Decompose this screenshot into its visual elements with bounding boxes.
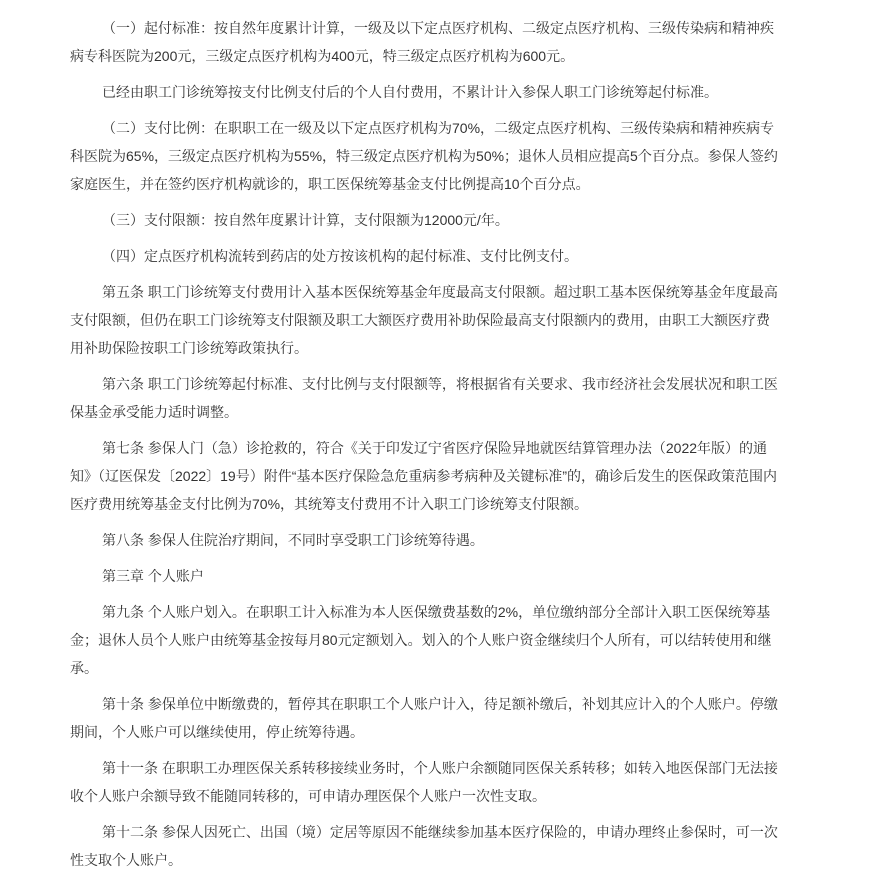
paragraph-item-2-payment-ratio: （二）支付比例：在职职工在一级及以下定点医疗机构为70%，二级定点医疗机构、三级传染病和精神疾病专科医院为65%，三级定点医疗机构为55%，特三级定点医疗机构为50%；退休人员相应提高5个百分点。参保人签约家庭医生，并在签约医疗机构就诊的，职工医保统筹基金支付比例提高10个百分点。 — [70, 120, 778, 192]
paragraph-deductible-note: 已经由职工门诊统筹按支付比例支付后的个人自付费用，不累计计入参保人职工门诊统筹起付标准。 — [102, 84, 718, 100]
paragraph-item-4-pharmacy-prescription: （四）定点医疗机构流转到药店的处方按该机构的起付标准、支付比例支付。 — [102, 248, 578, 264]
paragraph-item-3-payment-limit: （三）支付限额：按自然年度累计计算，支付限额为12000元/年。 — [102, 212, 509, 228]
paragraph-article-5: 第五条 职工门诊统筹支付费用计入基本医保统筹基金年度最高支付限额。超过职工基本医保统筹基金年度最高支付限额，但仍在职工门诊统筹支付限额及职工大额医疗费用补助保险最高支付限额内的费用，由职工大额医疗费用补助保险按职工门诊统筹政策执行。 — [70, 284, 778, 356]
paragraph-article-8: 第八条 参保人住院治疗期间，不同时享受职工门诊统筹待遇。 — [102, 532, 484, 548]
paragraph-article-6: 第六条 职工门诊统筹起付标准、支付比例与支付限额等，将根据省有关要求、我市经济社会发展状况和职工医保基金承受能力适时调整。 — [70, 376, 778, 420]
paragraph-article-12: 第十二条 参保人因死亡、出国（境）定居等原因不能继续参加基本医疗保险的，申请办理终止参保时，可一次性支取个人账户。 — [70, 824, 778, 868]
paragraph-article-7: 第七条 参保人门（急）诊抢救的，符合《关于印发辽宁省医疗保险异地就医结算管理办法（2022年版）的通知》（辽医保发〔2022〕19号）附件“基本医疗保险急危重病参考病种及关键标准”的，确诊后发生的医保政策范围内医疗费用统筹基金支付比例为70%，其统筹支付费用不计入职工门诊统筹支付限额。 — [70, 440, 778, 512]
chapter-3-heading: 第三章 个人账户 — [102, 568, 204, 584]
paragraph-article-10: 第十条 参保单位中断缴费的，暂停其在职职工个人账户计入，待足额补缴后，补划其应计入的个人账户。停缴期间，个人账户可以继续使用，停止统筹待遇。 — [70, 696, 778, 740]
paragraph-article-9: 第九条 个人账户划入。在职职工计入标准为本人医保缴费基数的2%，单位缴纳部分全部计入职工医保统筹基金；退休人员个人账户由统筹基金按每月80元定额划入。划入的个人账户资金继续归个人所有，可以结转使用和继承。 — [70, 604, 772, 676]
paragraph-article-11: 第十一条 在职职工办理医保关系转移接续业务时，个人账户余额随同医保关系转移；如转入地医保部门无法接收个人账户余额导致不能随同转移的，可申请办理医保个人账户一次性支取。 — [70, 760, 778, 804]
paragraph-item-1-deductible-standard: （一）起付标准：按自然年度累计计算，一级及以下定点医疗机构、二级定点医疗机构、三级传染病和精神疾病专科医院为200元，三级定点医疗机构为400元，特三级定点医疗机构为600元。 — [70, 20, 774, 64]
